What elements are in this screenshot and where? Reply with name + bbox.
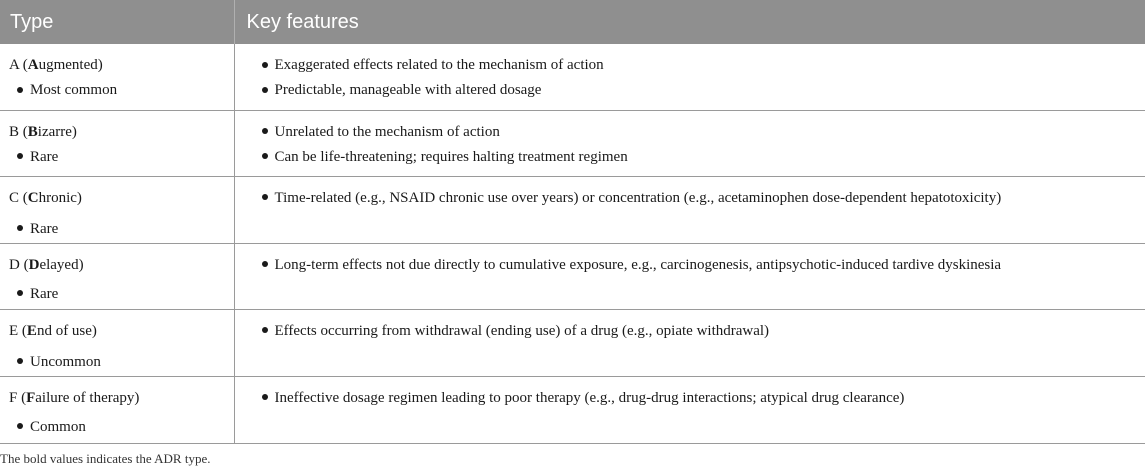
table-header-row [0,0,1145,44]
type-cell [0,309,234,376]
bullet-icon [17,423,23,429]
type-label: E (End of use) [9,322,97,339]
frequency-item: Rare [9,282,234,307]
bullet-icon [17,87,23,93]
table-row [0,309,1145,376]
type-cell [0,110,234,176]
features-cell [234,376,1145,443]
type-label: F (Failure of therapy) [9,389,140,406]
features-cell [234,176,1145,243]
type-label: C (Chronic) [9,189,82,206]
feature-item: Ineffective dosage regimen leading to poor therapy (e.g., drug-drug interactions; atypical drug clearance) [262,386,1145,411]
features-cell [234,309,1145,376]
feature-item: Time-related (e.g., NSAID chronic use over years) or concentration (e.g., acetaminophen dose-dependent hepatotoxicity) [262,186,1145,211]
table-row [0,243,1145,309]
table-footnote: The bold values indicates the ADR type. [0,451,211,466]
type-cell [0,176,234,243]
header-key-features: Key features [234,0,1145,44]
bullet-icon [262,87,268,93]
feature-item: Predictable, manageable with altered dosage [262,78,1145,103]
features-cell [234,110,1145,176]
type-label: A (Augmented) [9,57,103,73]
bullet-icon [17,290,23,296]
table-row [0,110,1145,176]
bullet-icon [262,394,268,400]
feature-item: Long-term effects not due directly to cumulative exposure, e.g., carcinogenesis, antipsychotic-induced tardive dyskinesia [262,253,1145,278]
bullet-icon [17,153,23,159]
bullet-icon [262,261,268,267]
type-cell [0,376,234,443]
feature-item: Effects occurring from withdrawal (ending use) of a drug (e.g., opiate withdrawal) [262,319,1145,344]
bullet-icon [262,194,268,200]
bullet-icon [17,225,23,231]
frequency-item: Rare [9,145,234,170]
feature-item: Unrelated to the mechanism of action [262,120,1145,145]
type-cell [0,243,234,309]
features-cell [234,243,1145,309]
bullet-icon [262,62,268,68]
frequency-item: Most common [9,78,234,103]
table-row [0,44,1145,110]
bullet-icon [262,153,268,159]
bullet-icon [262,128,268,134]
frequency-item: Uncommon [9,350,234,375]
type-label: D (Delayed) [9,256,84,273]
table-row [0,376,1145,443]
bullet-icon [17,358,23,364]
feature-item: Exaggerated effects related to the mechanism of action [262,53,1145,78]
frequency-item: Rare [9,217,234,242]
frequency-item: Common [9,415,234,440]
type-label: B (Bizarre) [9,123,77,140]
feature-item: Can be life-threatening; requires halting treatment regimen [262,145,1145,170]
type-cell [0,44,234,110]
header-type: Type [0,0,234,44]
features-cell [234,44,1145,110]
table-row [0,176,1145,243]
bullet-icon [262,327,268,333]
